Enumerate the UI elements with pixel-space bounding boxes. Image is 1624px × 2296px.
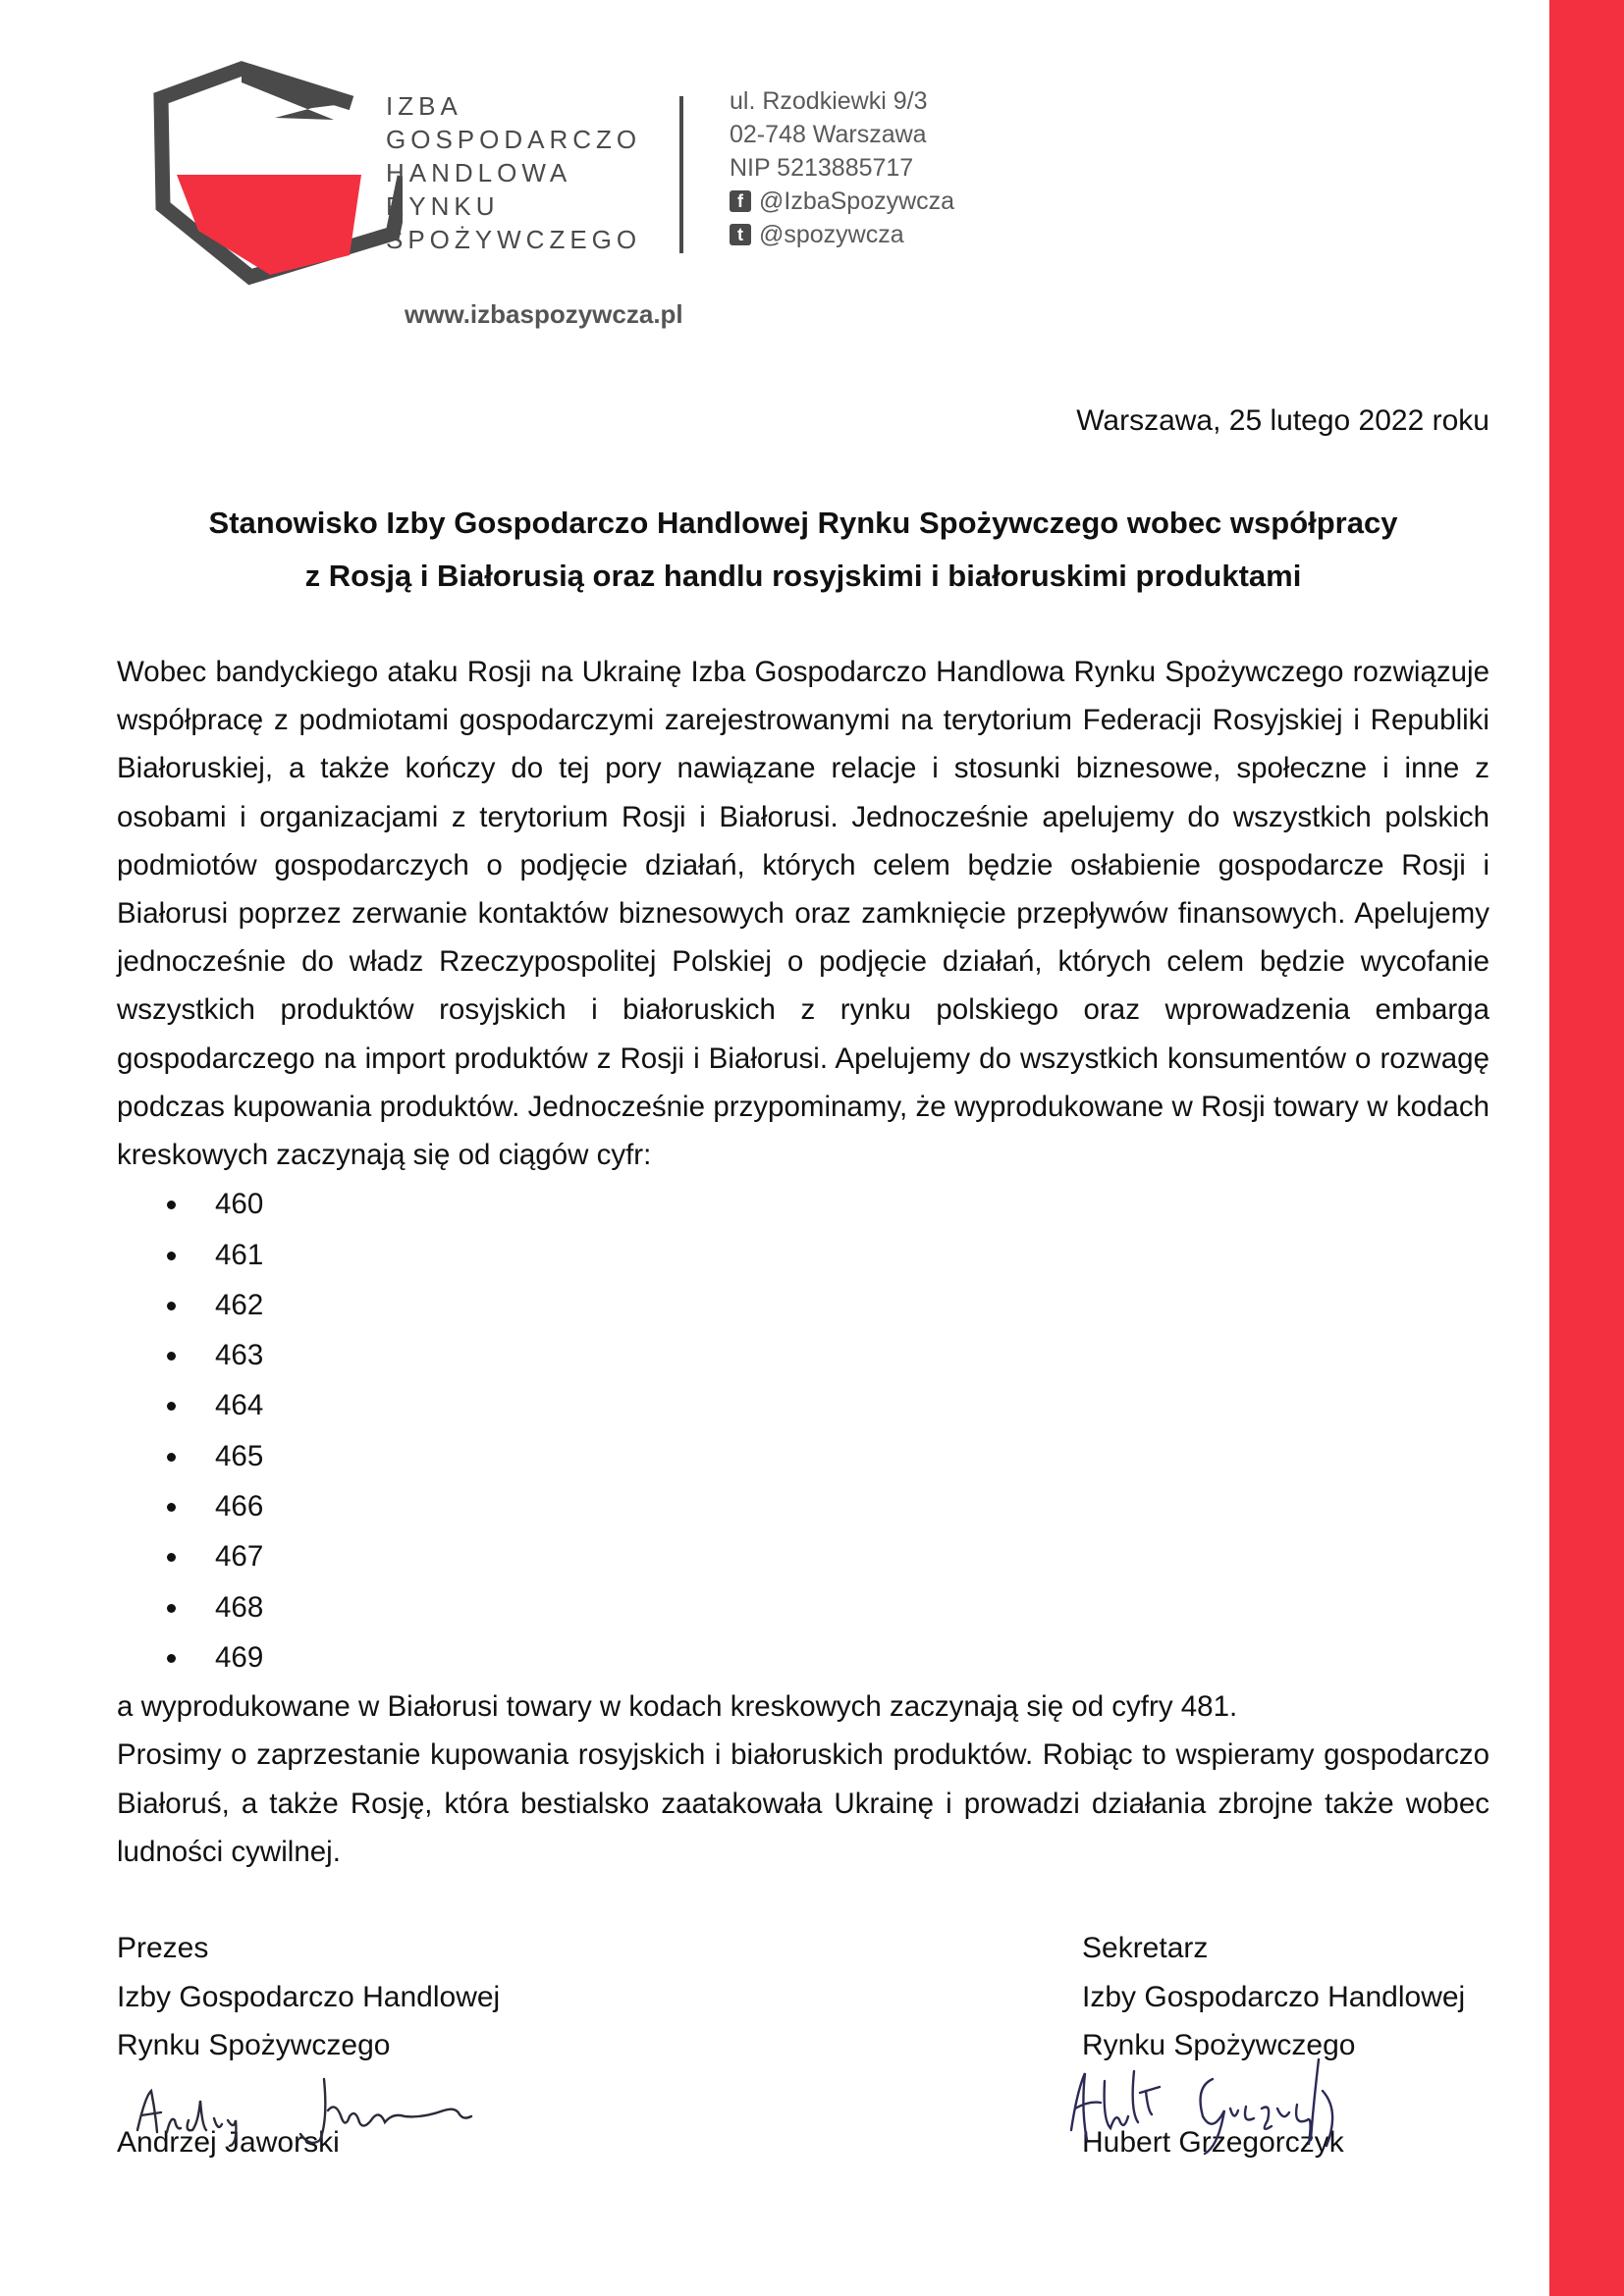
facebook-icon: f xyxy=(730,190,751,212)
org-name-line: IZBA xyxy=(386,91,462,121)
signer-org-line-1: Izby Gospodarczo Handlowej xyxy=(117,1980,501,2013)
list-item: 463 xyxy=(117,1330,1489,1380)
list-item: 469 xyxy=(117,1632,1489,1682)
bullet-icon xyxy=(167,1402,176,1411)
signer-org-line-2: Rynku Spożywczego xyxy=(1082,2029,1356,2061)
letter-title xyxy=(117,497,1489,603)
bullet-icon xyxy=(167,1604,176,1613)
address-street: ul. Rzodkiewki 9/3 xyxy=(730,87,928,115)
list-item: 466 xyxy=(117,1481,1489,1531)
twitter-handle: @spozywcza xyxy=(759,221,904,248)
contact-block xyxy=(730,84,954,251)
signer-role: Prezes xyxy=(117,1932,209,1964)
chamber-logo xyxy=(147,59,403,294)
bullet-icon xyxy=(167,1252,176,1260)
org-name-line: HANDLOWA xyxy=(386,158,572,187)
bullet-icon xyxy=(167,1302,176,1310)
nip-number: NIP 5213885717 xyxy=(730,154,914,182)
handwritten-signature-right xyxy=(1065,2052,1360,2160)
letter-body xyxy=(117,648,1489,1876)
signer-name: Hubert Grzegorczyk xyxy=(1082,2126,1344,2159)
signer-org-line-2: Rynku Spożywczego xyxy=(117,2029,391,2061)
title-line-1: Stanowisko Izby Gospodarczo Handlowej Rynku Spożywczego wobec współpracy xyxy=(208,506,1398,540)
signer-org-line-1: Izby Gospodarczo Handlowej xyxy=(1082,1980,1466,2013)
bullet-icon xyxy=(167,1503,176,1512)
letter-date: Warszawa, 25 lutego 2022 roku xyxy=(1076,404,1489,437)
bullet-icon xyxy=(167,1453,176,1462)
title-line-2: z Rosją i Białorusią oraz handlu rosyjskimi i białoruskimi produktami xyxy=(304,559,1302,593)
org-name-line: SPOŻYWCZEGO xyxy=(386,225,642,254)
facebook-row[interactable] xyxy=(730,185,954,218)
header-divider xyxy=(679,96,683,253)
org-name-line: GOSPODARCZO xyxy=(386,125,642,154)
twitter-icon: t xyxy=(730,224,751,245)
bullet-icon xyxy=(167,1553,176,1562)
list-item: 465 xyxy=(117,1431,1489,1481)
list-item: 460 xyxy=(117,1179,1489,1229)
signer-name: Andrzej Jaworski xyxy=(117,2126,340,2159)
barcode-prefix-list xyxy=(117,1179,1489,1682)
bullet-icon xyxy=(167,1352,176,1361)
org-name-line: RYNKU xyxy=(386,191,500,221)
list-item: 462 xyxy=(117,1280,1489,1330)
paragraph-appeal: Prosimy o zaprzestanie kupowania rosyjskich i białoruskich produktów. Robiąc to wspieramy gospodarczo Białoruś, a także Rosję, która bestialsko zaatakowała Ukrainę i prowadzi działania zbrojne także wobec ludności cywilnej. xyxy=(117,1738,1489,1868)
bullet-icon xyxy=(167,1201,176,1209)
org-name-wordmark xyxy=(386,89,641,256)
twitter-row[interactable] xyxy=(730,218,954,251)
signer-role: Sekretarz xyxy=(1082,1932,1209,1964)
facebook-handle: @IzbaSpozywcza xyxy=(759,187,955,215)
list-item: 461 xyxy=(117,1230,1489,1280)
paragraph-intro: Wobec bandyckiego ataku Rosji na Ukrainę Izba Gospodarczo Handlowa Rynku Spożywczego rozwiązuje współpracę z podmiotami gospodarczymi zarejestrowanymi na terytorium Federacji Rosyjskiej i Republiki Białoruskiej, a także kończy do tej pory nawiązane relacje i stosunki biznesowe, społeczne i inne z osobami i organizacjami z terytorium Rosji i Białorusi. Jednocześnie apelujemy do wszystkich polskich podmiotów gospodarczych o podjęcie działań, których celem będzie osłabienie gospodarcze Rosji i Białorusi poprzez zerwanie kontaktów biznesowych oraz zamknięcie przepływów finansowych. Apelujemy jednocześnie do władz Rzeczypospolitej Polskiej o podjęcie działań, których celem będzie wycofanie wszystkich produktów rosyjskich i białoruskich z rynku polskiego oraz wprowadzenia embarga gospodarczego na import produktów z Rosji i Białorusi. Apelujemy do wszystkich konsumentów o rozwagę podczas kupowania produktów. Jednocześnie przypominamy, że wyprodukowane w Rosji towary w kodach kreskowych zaczynają się od ciągów cyfr: xyxy=(117,656,1489,1172)
list-item: 467 xyxy=(117,1531,1489,1581)
list-item: 464 xyxy=(117,1380,1489,1430)
list-item: 468 xyxy=(117,1582,1489,1632)
website-link[interactable]: www.izbaspozywcza.pl xyxy=(405,299,683,329)
address-city: 02-748 Warszawa xyxy=(730,121,927,148)
red-side-strip xyxy=(1549,0,1624,2296)
bullet-icon xyxy=(167,1654,176,1663)
handwritten-signature-left xyxy=(128,2061,501,2150)
paragraph-belarus: a wyprodukowane w Białorusi towary w kodach kreskowych zaczynają się od cyfry 481. xyxy=(117,1690,1238,1724)
